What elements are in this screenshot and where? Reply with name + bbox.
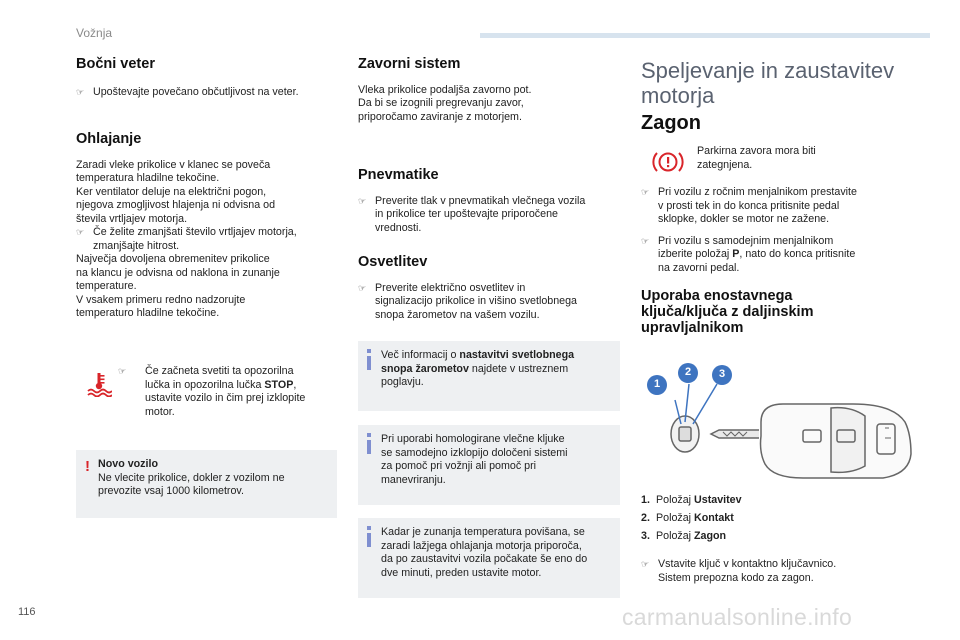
info-box-towbar: Pri uporabi homologirane vlečne kljuke se samodejno izklopijo določeni sistemi za pomoč pri vožnji ali pomoč pri manevriranju. [358, 425, 620, 505]
header-bar [480, 33, 930, 38]
info-icon [367, 356, 371, 370]
info-icon [367, 440, 371, 454]
info-icon [367, 533, 371, 547]
header-section-label: Vožnja [76, 26, 113, 40]
bocni-veter-title: Bočni veter [76, 56, 155, 72]
novo-vozilo-box [76, 450, 337, 518]
parking-brake-warning-icon [652, 148, 684, 176]
osvetlitev-section: Osvetlitev ☞ Preverite električno osvetlitev in signalizacijo prikolice in višino svetlobnega snopa žarometov na vašem vozilu. [358, 256, 620, 322]
badge-3-label: 3 [718, 368, 726, 380]
zagon-bullets: ☞ Pri vozilu z ročnim menjalnikom prestavite v prosti tek in do konca pritisnite pedal sklopke, dokler se motor ne zažene. ☞ Pri vozilu s samodejnim menjalnikom izberite položaj P, nato do konca pritisnite na zavorni pedal. [641, 186, 857, 274]
insert-key-bullet: ☞ Vstavite ključ v kontaktno ključavnico. Sistem prepozna kodo za zagon. [641, 558, 837, 584]
list-item: 3. Položaj Zagon [641, 530, 727, 542]
bocni-veter-section [76, 58, 338, 99]
key-positions-list [641, 491, 931, 545]
zavorni-title: Zavorni sistem [358, 56, 461, 72]
arrow-bullet-icon: ☞ [76, 86, 85, 97]
page-number: 116 [18, 606, 36, 618]
ignition-key-icon [671, 404, 911, 478]
badge-2-label: 2 [684, 366, 692, 378]
arrow-bullet-icon: ☞ [358, 195, 367, 206]
pnevmatike-title: Pnevmatike [358, 167, 439, 183]
zagon-title: Zagon [641, 112, 701, 134]
arrow-bullet-icon: ☞ [641, 187, 650, 197]
info-box-headlights: Več informacij o nastavitvi svetlobnega snopa žarometov najdete v ustreznem poglavju. [358, 341, 620, 411]
parking-brake-text: Parkirna zavora mora biti zategnjena. [697, 145, 816, 171]
novo-vozilo-text: Novo vozilo Ne vlecite prikolice, dokler z vozilom ne prevozite vsaj 1000 kilometrov. [98, 458, 285, 497]
ohlajanje-title: Ohlajanje [76, 131, 142, 147]
watermark: carmanualsonline.info [622, 604, 853, 630]
arrow-bullet-icon: ☞ [76, 227, 85, 237]
section-title: Speljevanje in zaustavitev motorja [641, 58, 895, 108]
ohlajanje-bullet: ☞ Če želite zmanjšati število vrtljajev motorja, zmanjšajte hitrost. [76, 226, 297, 252]
ohlajanje-text: Zaradi vleke prikolice v klanec se poveča temperatura hladilne tekočine. Ker ventilator deluje na električni pogon, njegova zmogljivost hlajenja ni odvisna od števila vrtljajev motorja. ☞ Če želite zmanjšati število vrtljajev motorja, zmanjšajte hitrost. Največja dovoljena obremenitev prikolice na klancu je odvisna od naklona in zunanje temperature. V vsakem primeru redno nadzorujte temperaturo hladilne tekočine. [76, 159, 338, 321]
arrow-bullet-icon: ☞ [118, 366, 127, 376]
list-item: 1. Položaj Ustavitev [641, 494, 742, 506]
arrow-bullet-icon: ☞ [358, 282, 367, 293]
badge-1-label: 1 [653, 378, 661, 390]
uporaba-title: Uporaba enostavnega ključa/ključa z daljinskim upravljalnikom [641, 288, 814, 336]
list-item: 2. Položaj Kontakt [641, 512, 734, 524]
info-box-temperature: Kadar je zunanja temperatura povišana, se zaradi lažjega ohlajanja motorja priporoča, da po zaustavitvi vozila počakate še eno do dve minuti, preden ustavite motor. [358, 518, 620, 598]
coolant-warning-text: ☞ Če začneta svetiti ta opozorilna lučka in opozorilna lučka STOP, ustavite vozilo in čim prej izklopite motor. [118, 365, 306, 418]
ignition-key-illustration [641, 360, 931, 485]
pnevmatike-section: Pnevmatike ☞ Preverite tlak v pnevmatikah vlečnega vozila in prikolice ter upoštevajte priporočene vrednosti. [358, 169, 620, 235]
zavorni-section: Zavorni sistem Vleka prikolice podaljša zavorno pot. Da bi se izognili pregrevanju zavor, priporočamo zaviranje z motorjem. [358, 58, 620, 124]
ohlajanje-section [76, 133, 338, 321]
arrow-bullet-icon: ☞ [641, 559, 650, 569]
coolant-temperature-warning-icon [86, 371, 112, 397]
osvetlitev-title: Osvetlitev [358, 254, 428, 270]
bocni-veter-bullet: ☞ Upoštevajte povečano občutljivost na veter. [76, 85, 299, 98]
arrow-bullet-icon: ☞ [641, 235, 650, 246]
exclamation-warning-icon: ! [85, 458, 90, 475]
